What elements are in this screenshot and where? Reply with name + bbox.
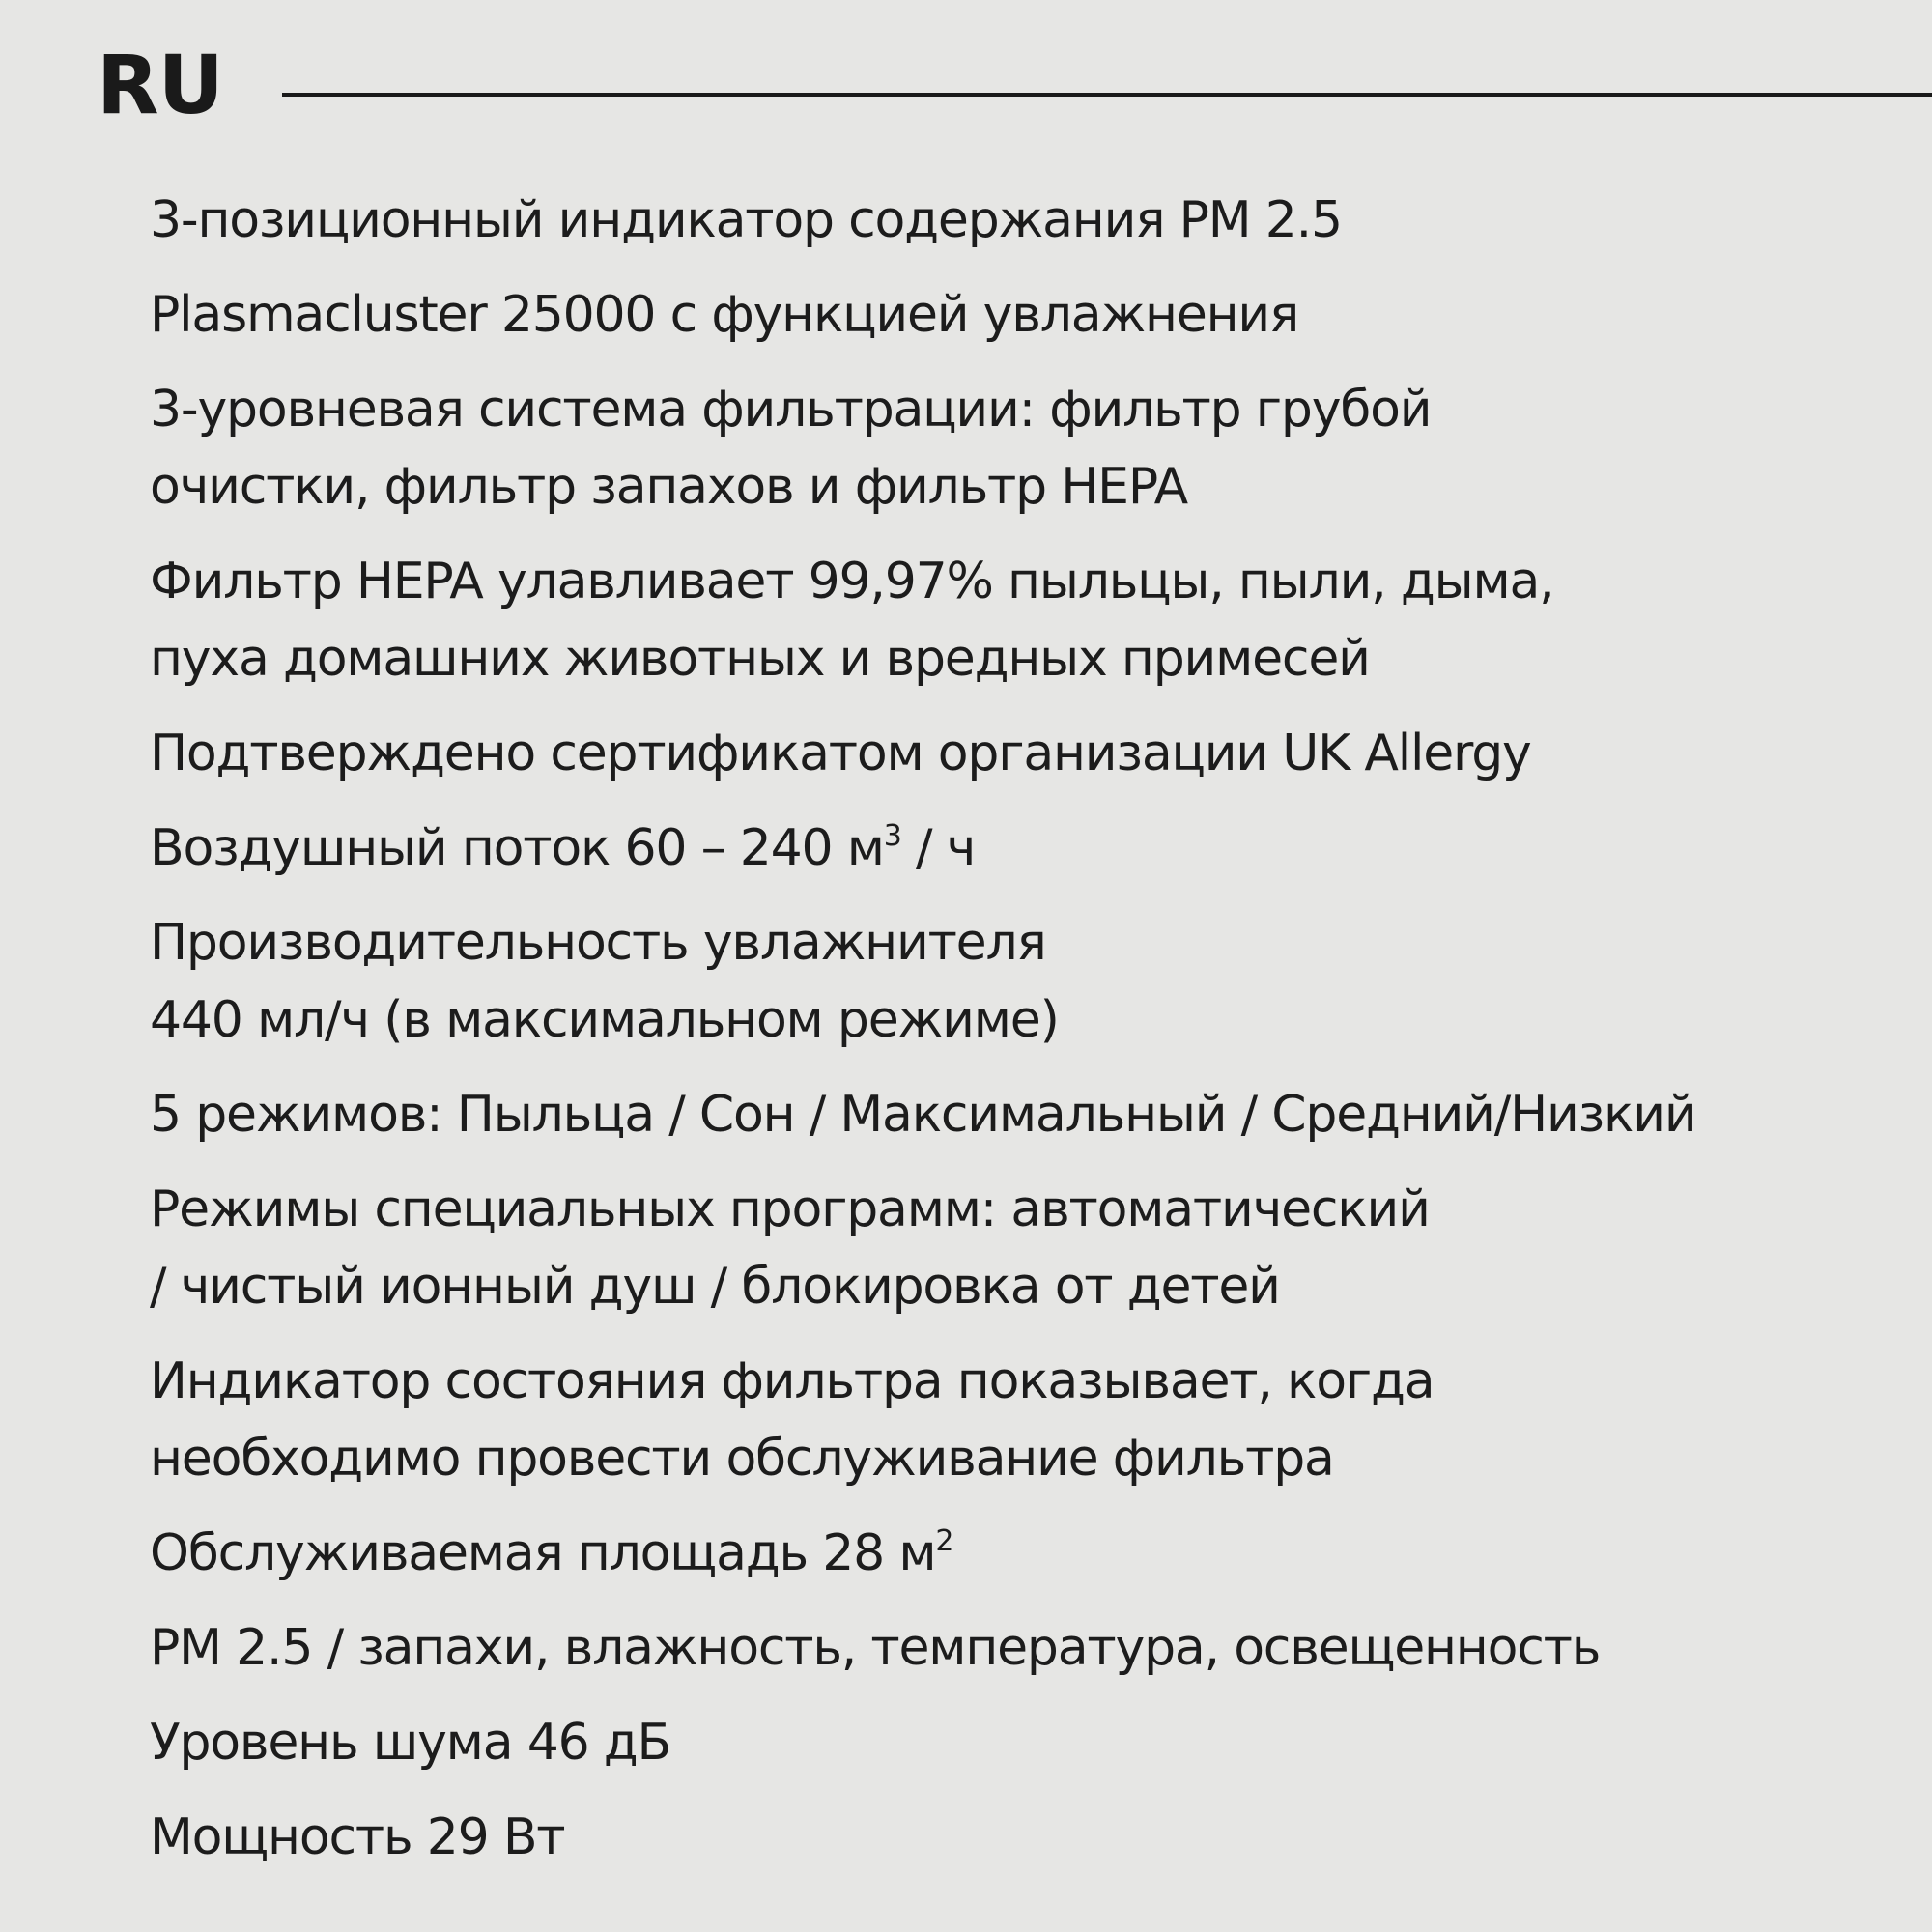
feature-item — [150, 1799, 1918, 1876]
feature-item — [150, 1609, 1918, 1687]
feature-text-airflow — [150, 810, 1918, 887]
feature-text-area — [150, 1515, 1918, 1592]
feature-text: очистки, фильтр запахов и фильтр HEPA — [150, 458, 1188, 516]
airflow-unit-suffix: / ч — [900, 819, 976, 877]
feature-text: 3-уровневая система фильтрации: фильтр грубой — [150, 381, 1432, 439]
feature-item — [150, 1515, 1918, 1592]
feature-item — [150, 1343, 1918, 1497]
feature-text: Уровень шума 46 дБ — [150, 1714, 671, 1772]
header-divider — [282, 93, 1932, 97]
feature-item — [150, 182, 1918, 259]
feature-text: Производительность увлажнителя — [150, 914, 1046, 972]
feature-text: Plasmacluster 25000 с функцией увлажнения — [150, 286, 1299, 344]
feature-text: Режимы специальных программ: автоматический — [150, 1180, 1430, 1238]
section-header — [97, 37, 1932, 133]
cubic-superscript: 3 — [883, 819, 901, 853]
feature-text: 5 режимов: Пыльца / Сон / Максимальный / Средний/Низкий — [150, 1086, 1696, 1144]
feature-text: Мощность 29 Вт — [150, 1808, 565, 1866]
feature-item — [150, 715, 1918, 792]
feature-item — [150, 276, 1918, 354]
feature-item — [150, 904, 1918, 1059]
feature-list — [150, 182, 1918, 1893]
feature-text: Подтверждено сертификатом организации UK Allergy — [150, 724, 1531, 782]
feature-item — [150, 810, 1918, 887]
feature-text: PM 2.5 / запахи, влажность, температура, освещенность — [150, 1619, 1601, 1677]
feature-item — [150, 1704, 1918, 1781]
feature-text: / чистый ионный душ / блокировка от детей — [150, 1258, 1280, 1316]
area-value: Обслуживаемая площадь 28 м — [150, 1524, 936, 1582]
feature-text: 3-позиционный индикатор содержания PM 2.5 — [150, 191, 1342, 249]
feature-item — [150, 371, 1918, 526]
language-code: RU — [97, 38, 223, 132]
feature-item — [150, 1171, 1918, 1325]
airflow-value: Воздушный поток 60 – 240 м — [150, 819, 884, 877]
feature-text: пуха домашних животных и вредных примесей — [150, 630, 1370, 688]
feature-item — [150, 543, 1918, 697]
feature-text: 440 мл/ч (в максимальном режиме) — [150, 991, 1059, 1049]
feature-text: Индикатор состояния фильтра показывает, когда — [150, 1352, 1435, 1410]
square-superscript: 2 — [935, 1524, 953, 1558]
feature-text: необходимо провести обслуживание фильтра — [150, 1430, 1334, 1488]
feature-text: Фильтр HEPA улавливает 99,97% пыльцы, пыли, дыма, — [150, 553, 1554, 611]
feature-item — [150, 1076, 1918, 1153]
